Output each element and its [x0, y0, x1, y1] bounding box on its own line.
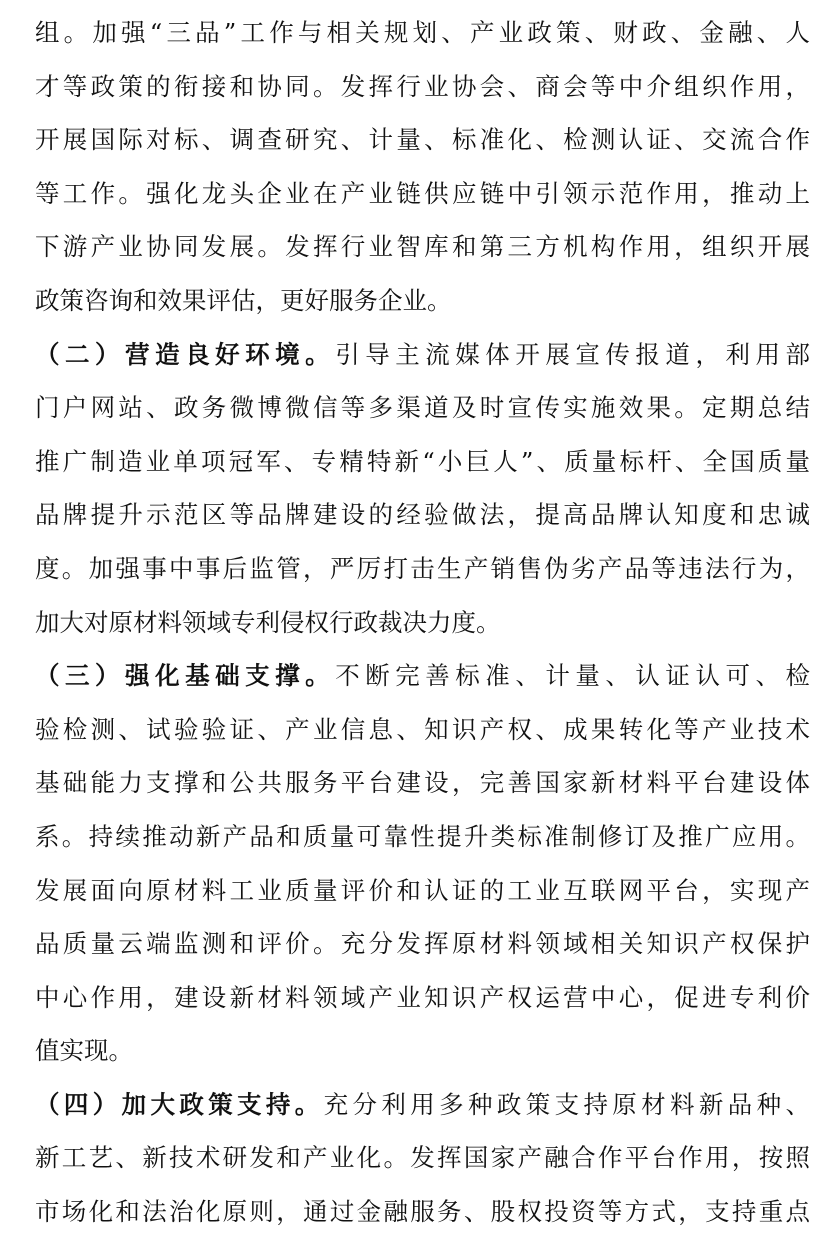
section-heading-line: [35, 1078, 810, 1132]
line-text: 品牌提升示范区等品牌建设的经验做法，提高品牌认知度和忠诚: [35, 500, 810, 530]
line-text: 中心作用，建设新材料领域产业知识产权运营中心，促进专利价: [35, 982, 810, 1012]
body-line: [35, 971, 810, 1025]
line-text: 度。加强事中事后监管，严厉打击生产销售伪劣产品等违法行为，: [35, 553, 810, 583]
body-line: [35, 435, 810, 489]
body-line: [35, 60, 810, 114]
body-line: [35, 167, 810, 221]
line-text: 才等政策的衔接和协同。发挥行业协会、商会等中介组织作用，: [35, 71, 810, 101]
body-line: [35, 1024, 810, 1078]
line-text: 发展面向原材料工业质量评价和认证的工业互联网平台，实现产: [35, 875, 810, 905]
line-text: 下游产业协同发展。发挥行业智库和第三方机构作用，组织开展: [35, 232, 810, 262]
body-line: [35, 756, 810, 810]
line-text: 门户网站、政务微博微信等多渠道及时宣传实施效果。定期总结: [35, 393, 810, 423]
line-text: 品质量云端监测和评价。充分发挥原材料领域相关知识产权保护: [35, 929, 810, 959]
line-text: 开展国际对标、调查研究、计量、标准化、检测认证、交流合作: [35, 125, 810, 155]
body-line: [35, 542, 810, 596]
section-heading-line: [35, 649, 810, 703]
body-line: [35, 381, 810, 435]
line-text: 验检测、试验验证、产业信息、知识产权、成果转化等产业技术: [35, 714, 810, 744]
body-line: [35, 810, 810, 864]
section-heading-line: [35, 328, 810, 382]
line-text: 等工作。强化龙头企业在产业链供应链中引领示范作用，推动上: [35, 178, 810, 208]
line-text: 充分利用多种政策支持原材料新品种、: [323, 1089, 810, 1119]
line-text: 基础能力支撑和公共服务平台建设，完善国家新材料平台建设体: [35, 768, 810, 798]
line-text: 新工艺、新技术研发和产业化。发挥国家产融合作平台作用，按照: [35, 1143, 810, 1173]
section-heading: （四）加大政策支持。: [35, 1089, 324, 1119]
body-line: [35, 488, 810, 542]
body-line: [35, 864, 810, 918]
body-line: [35, 6, 810, 60]
body-line: [35, 1131, 810, 1185]
body-line: [35, 274, 810, 328]
line-text: 系。持续推动新产品和质量可靠性提升类标准制修订及推广应用。: [35, 821, 810, 851]
document-page: [35, 6, 810, 1239]
line-text: 不断完善标准、计量、认证认可、检: [335, 661, 810, 691]
line-text: 加大对原材料领域专利侵权行政裁决力度。: [35, 607, 501, 637]
body-line: [35, 703, 810, 757]
section-heading: （二）营造良好环境。: [35, 339, 336, 369]
line-text: 引导主流媒体开展宣传报道，利用部: [335, 339, 810, 369]
body-line: [35, 917, 810, 971]
line-text: 值实现。: [35, 1036, 133, 1066]
section-heading: （三）强化基础支撑。: [35, 661, 336, 691]
body-line: [35, 220, 810, 274]
line-text: 市场化和法治化原则，通过金融服务、股权投资等方式，支持重点: [35, 1197, 810, 1227]
line-text: 政策咨询和效果评估，更好服务企业。: [35, 285, 452, 315]
body-line: [35, 596, 810, 650]
body-line: [35, 1185, 810, 1239]
line-text: 组。加强“三品”工作与相关规划、产业政策、财政、金融、人: [35, 18, 810, 47]
line-text: 推广制造业单项冠军、专精特新“小巨人”、质量标杆、全国质量: [35, 446, 810, 476]
body-line: [35, 113, 810, 167]
